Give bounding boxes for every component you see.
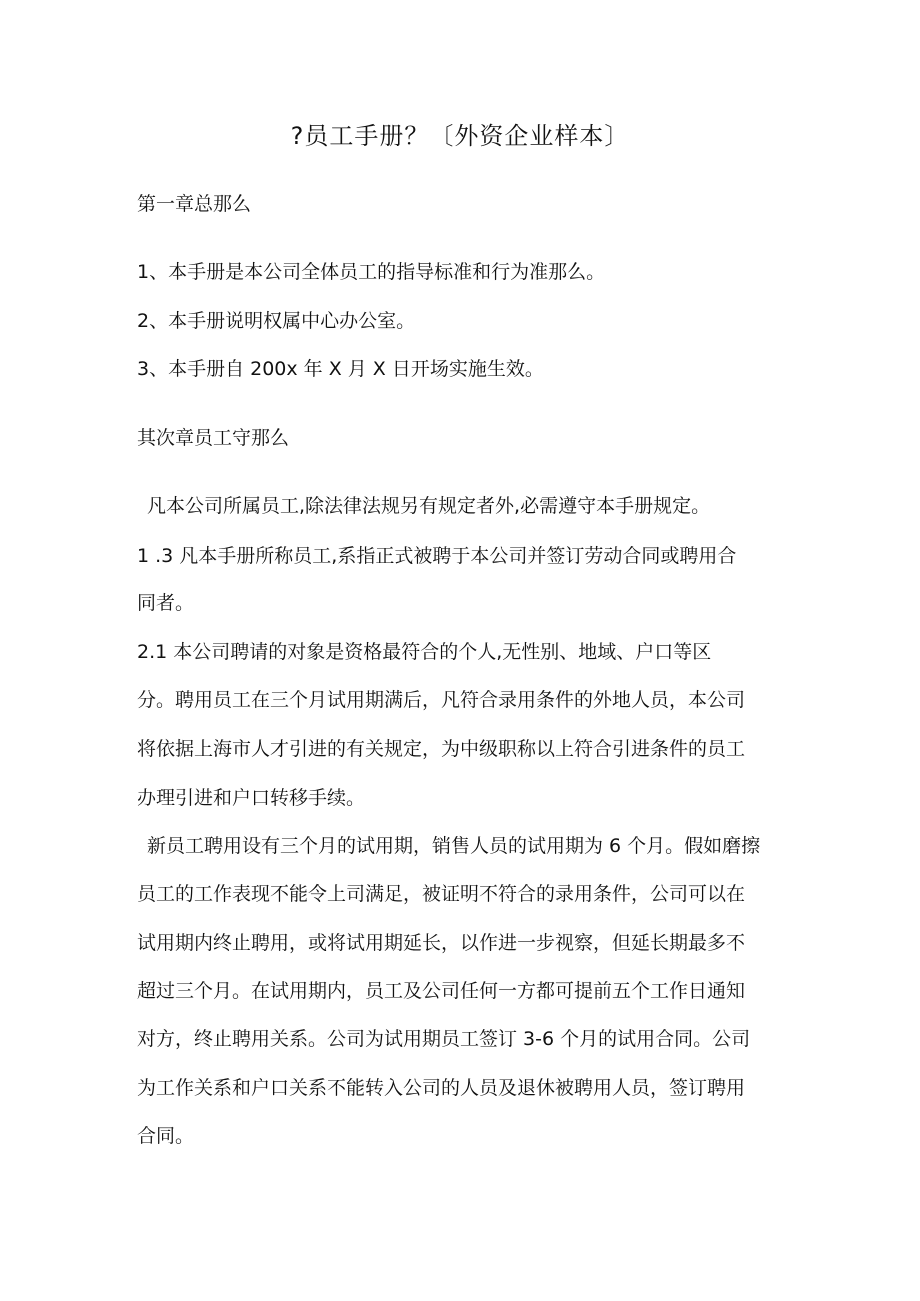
text-line: 对方，终止聘用关系。公司为试用期员工签订 3-6 个月的试用合同。公司 xyxy=(137,1028,751,1050)
text-line: 超过三个月。在试用期内，员工及公司任何一方都可提前五个工作日通知 xyxy=(137,980,746,1002)
text-line: 为工作关系和户口关系不能转入公司的人员及退休被聘用人员，签订聘用 xyxy=(137,1077,746,1099)
text-line: 新员工聘用设有三个月的试用期，销售人员的试用期为 6 个月。假如磨擦 xyxy=(147,835,761,857)
text-line: 试用期内终止聘用，或将试用期延长，以作进一步视察，但延长期最多不 xyxy=(137,932,746,954)
text-line: 2、本手册说明权属中心办公室。 xyxy=(137,310,416,332)
text-line: 办理引进和户口转移手续。 xyxy=(137,787,366,809)
text-line: 凡本公司所属员工,除法律法规另有规定者外,必需遵守本手册规定。 xyxy=(147,495,711,517)
text-line: 员工的工作表现不能令上司满足，被证明不符合的录用条件，公司可以在 xyxy=(137,883,746,905)
text-line: 1、本手册是本公司全体员工的指导标准和行为准那么。 xyxy=(137,261,606,283)
text-line: 同者。 xyxy=(137,592,195,614)
text-line: 3、本手册自 200x 年 X 月 X 日开场实施生效。 xyxy=(137,358,544,380)
text-line: 2.1 本公司聘请的对象是资格最符合的个人,无性别、地域、户口等区 xyxy=(137,641,712,663)
text-line: 合同。 xyxy=(137,1125,195,1147)
text-line: 分。聘用员工在三个月试用期满后，凡符合录用条件的外地人员，本公司 xyxy=(137,689,746,711)
text-line: 1 .3 凡本手册所称员工,系指正式被聘于本公司并签订劳动合同或聘用合 xyxy=(137,545,737,567)
document-title: ?员工手册？〔外资企业样本〕 xyxy=(290,122,630,150)
chapter-heading-2: 其次章员工守那么 xyxy=(137,427,290,449)
chapter-heading-1: 第一章总那么 xyxy=(137,193,252,215)
text-line: 将依据上海市人才引进的有关规定，为中级职称以上符合引进条件的员工 xyxy=(137,738,746,760)
